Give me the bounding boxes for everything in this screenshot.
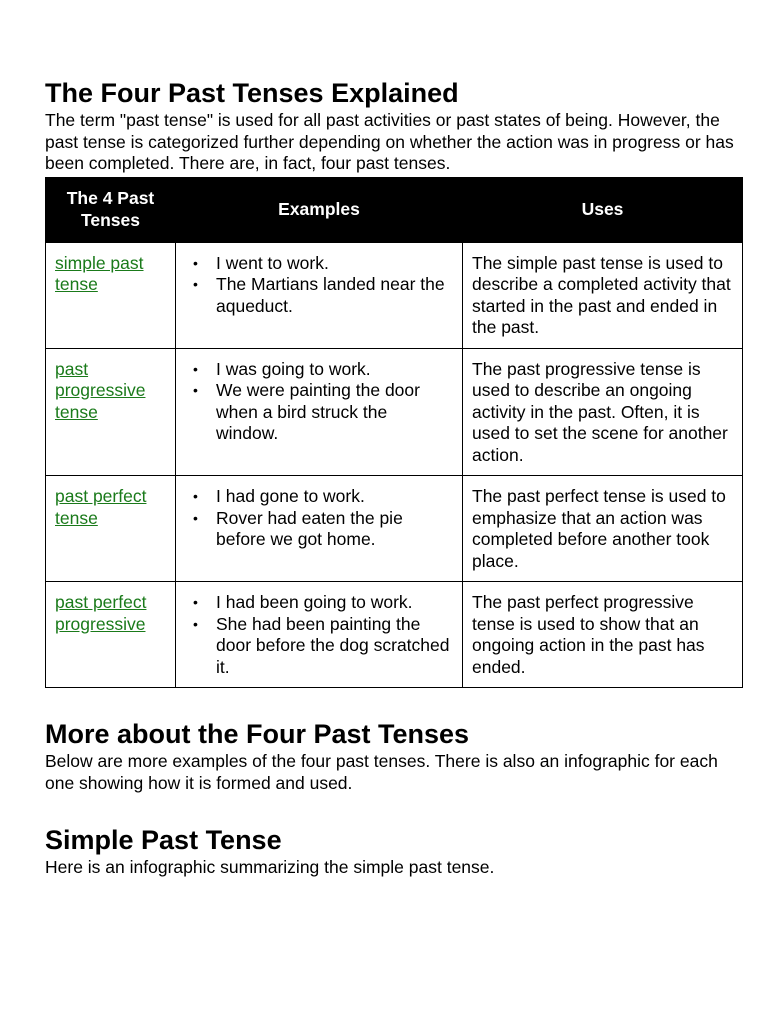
intro-paragraph: The term "past tense" is used for all past activities or past states of being. However, the past tense is categorized further depending on whether the action was in progress or has been completed. There are, in fact, four past tenses. (45, 110, 734, 173)
tense-link-past-perfect-progressive[interactable]: past perfect progressive (55, 592, 147, 634)
past-tenses-table (45, 177, 743, 689)
example-item: • I went to work. (216, 253, 454, 275)
section-heading-simple-past: Simple Past Tense (45, 825, 282, 855)
use-cell: The simple past tense is used to describe a completed activity that started in the past and ended in the past. (463, 242, 743, 348)
example-item: • We were painting the door when a bird struck the window. (216, 380, 454, 445)
header-examples: Examples (176, 177, 463, 242)
examples-cell (176, 476, 463, 582)
tense-cell (46, 348, 176, 476)
tense-cell (46, 582, 176, 688)
simple-past-paragraph: Here is an infographic summarizing the simple past tense. (45, 857, 495, 877)
examples-list (185, 486, 454, 551)
examples-cell (176, 242, 463, 348)
table-row (46, 582, 743, 688)
examples-cell (176, 582, 463, 688)
tense-link-past-perfect[interactable]: past perfect tense (55, 486, 147, 528)
example-item: • I was going to work. (216, 359, 454, 381)
table-header-row (46, 177, 743, 242)
tense-cell (46, 476, 176, 582)
example-item: • I had gone to work. (216, 486, 454, 508)
header-uses: Uses (463, 177, 743, 242)
examples-cell (176, 348, 463, 476)
header-tenses: The 4 Past Tenses (46, 177, 176, 242)
use-cell: The past perfect tense is used to emphasize that an action was completed before another took place. (463, 476, 743, 582)
tense-link-past-progressive[interactable]: past progressive tense (55, 358, 146, 422)
example-item: • She had been painting the door before the dog scratched it. (216, 614, 454, 679)
section-heading-more: More about the Four Past Tenses (45, 719, 470, 749)
example-item: • Rover had eaten the pie before we got home. (216, 508, 454, 551)
tense-cell (46, 242, 176, 348)
page-title: The Four Past Tenses Explained (45, 78, 459, 108)
example-item: • The Martians landed near the aqueduct. (216, 274, 454, 317)
use-cell: The past perfect progressive tense is used to show that an ongoing action in the past has ended. (463, 582, 743, 688)
tense-link-simple-past[interactable]: simple past tense (55, 252, 144, 294)
more-paragraph: Below are more examples of the four past tenses. There is also an infographic for each one showing how it is formed and used. (45, 751, 718, 793)
examples-list (185, 592, 454, 678)
examples-list (185, 359, 454, 445)
examples-list (185, 253, 454, 318)
table-row (46, 242, 743, 348)
use-cell: The past progressive tense is used to describe an ongoing activity in the past. Often, it is used to set the scene for another action. (463, 348, 743, 476)
example-item: • I had been going to work. (216, 592, 454, 614)
table-row (46, 348, 743, 476)
table-row (46, 476, 743, 582)
